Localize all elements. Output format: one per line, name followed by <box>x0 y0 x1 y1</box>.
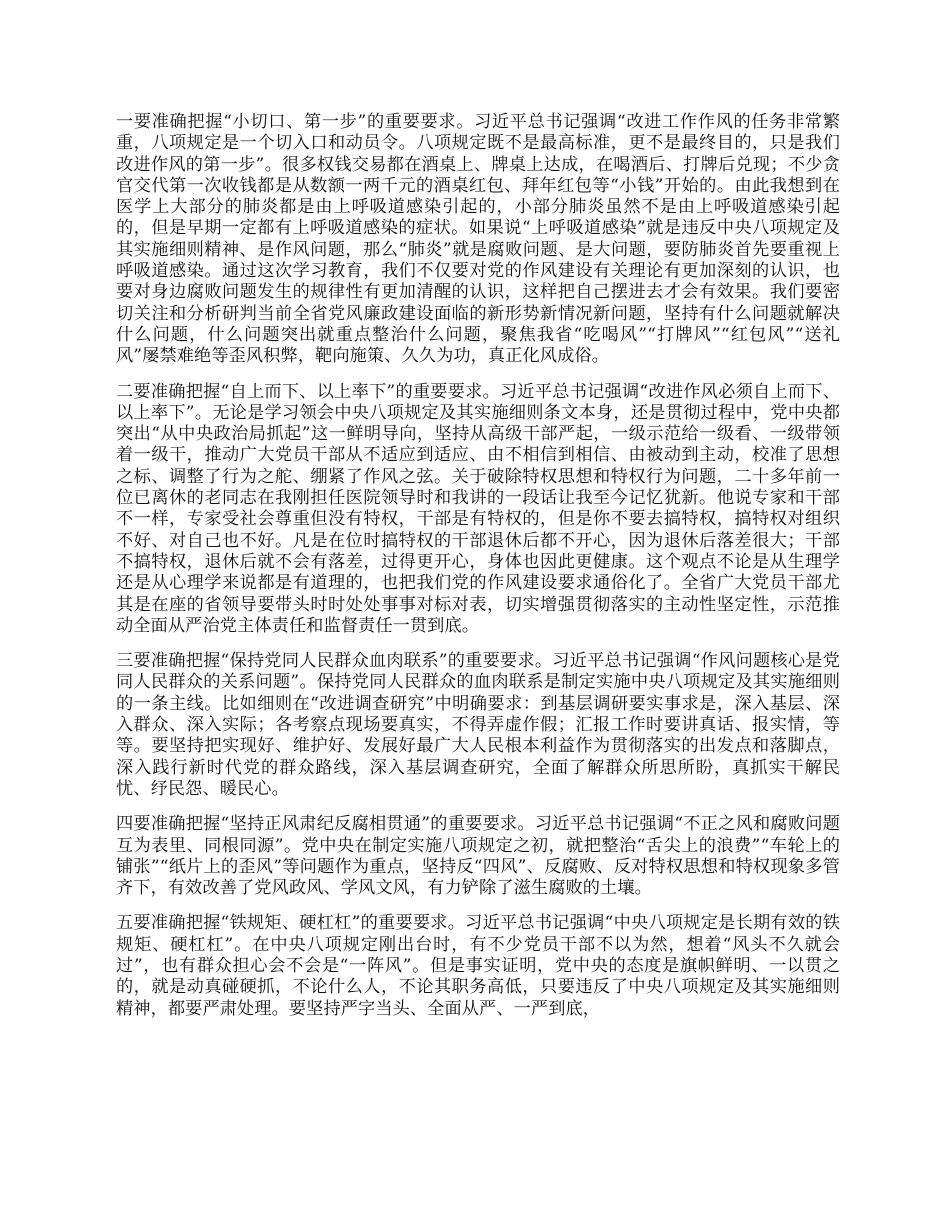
paragraph-4: 四要准确把握“坚持正风肃纪反腐相贯通”的重要要求。习近平总书记强调“不正之风和腐败问题互为表里、同根同源”。党中央在制定实施八项规定之初，就把整治“舌尖上的浪费”“车轮上的铺张”“纸片上的歪风”等问题作为重点，坚持反“四风”、反腐败、反对特权思想和特权现象多管齐下，有效改善了党风政风、学风文风，有力铲除了滋生腐败的土壤。 <box>116 814 840 899</box>
paragraph-1: 一要准确把握“小切口、第一步”的重要要求。习近平总书记强调“改进工作作风的任务非常繁重，八项规定是一个切入口和动员令。八项规定既不是最高标准，更不是最终目的，只是我们改进作风的第一步”。很多权钱交易都在酒桌上、牌桌上达成，在喝酒后、打牌后兑现；不少贪官交代第一次收钱都是从数额一两千元的酒桌红包、拜年红包等“小钱”开始的。由此我想到在医学上大部分的肺炎都是由上呼吸道感染引起的，小部分肺炎虽然不是由上呼吸道感染引起的，但是早期一定都有上呼吸道感染的症状。如果说“上呼吸道感染”就是违反中央八项规定及其实施细则精神、是作风问题，那么“肺炎”就是腐败问题、是大问题，要防肺炎首先要重视上呼吸道感染。通过这次学习教育，我们不仅要对党的作风建设有关理论有更加深刻的认识，也要对身边腐败问题发生的规律性有更加清醒的认识，这样把自己摆进去才会有效果。我们要密切关注和分析研判当前全省党风廉政建设面临的新形势新情况新问题，坚持有什么问题就解决什么问题，什么问题突出就重点整治什么问题，聚焦我省“吃喝风”“打牌风”“红包风”“送礼风”屡禁难绝等歪风积弊，靶向施策、久久为功，真正化风成俗。 <box>116 112 840 367</box>
paragraph-3: 三要准确把握“保持党同人民群众血肉联系”的重要要求。习近平总书记强调“作风问题核心是党同人民群众的关系问题”。保持党同人民群众的血肉联系是制定实施中央八项规定及其实施细则的一条主线。比如细则在“改进调查研究”中明确要求：到基层调研要实事求是，深入基层、深入群众、深入实际；各考察点现场要真实，不得弄虚作假；汇报工作时要讲真话、报实情，等等。要坚持把实现好、维护好、发展好最广大人民根本利益作为贯彻落实的出发点和落脚点，深入践行新时代党的群众路线，深入基层调查研究，全面了解群众所思所盼，真抓实干解民忧、纾民怨、暖民心。 <box>116 651 840 799</box>
paragraph-5: 五要准确把握“铁规矩、硬杠杠”的重要要求。习近平总书记强调“中央八项规定是长期有效的铁规矩、硬杠杠”。在中央八项规定刚出台时，有不少党员干部不以为然，想着“风头不久就会过”，也有群众担心会不会是“一阵风”。但是事实证明，党中央的态度是旗帜鲜明、一以贯之的，就是动真碰硬抓，不论什么人，不论其职务高低，只要违反了中央八项规定及其实施细则精神，都要严肃处理。要坚持严字当头、全面从严、一严到底， <box>116 913 840 1019</box>
paragraph-2: 二要准确把握“自上而下、以上率下”的重要要求。习近平总书记强调“改进作风必须自上而下、以上率下”。无论是学习领会中央八项规定及其实施细则条文本身，还是贯彻过程中，党中央都突出“从中央政治局抓起”这一鲜明导向，坚持从高级干部严起，一级示范给一级看、一级带领着一级干，推动广大党员干部从不适应到适应、由不相信到相信、由被动到主动，校准了思想之标、调整了行为之舵、绷紧了作风之弦。关于破除特权思想和特权行为问题，二十多年前一位已离休的老同志在我刚担任医院领导时和我讲的一段话让我至今记忆犹新。他说专家和干部不一样，专家受社会尊重但没有特权，干部是有特权的，但是你不要去搞特权，搞特权对组织不好、对自己也不好。凡是在位时搞特权的干部退休后都不开心，因为退休后落差很大；干部不搞特权，退休后就不会有落差，过得更开心，身体也因此更健康。这个观点不论是从生理学还是从心理学来说都是有道理的，也把我们党的作风建设要求通俗化了。全省广大党员干部尤其是在座的省领导要带头时时处处事事对标对表，切实增强贯彻落实的主动性坚定性，示范推动全面从严治党主体责任和监督责任一贯到底。 <box>116 381 840 636</box>
document-body <box>116 112 840 1034</box>
